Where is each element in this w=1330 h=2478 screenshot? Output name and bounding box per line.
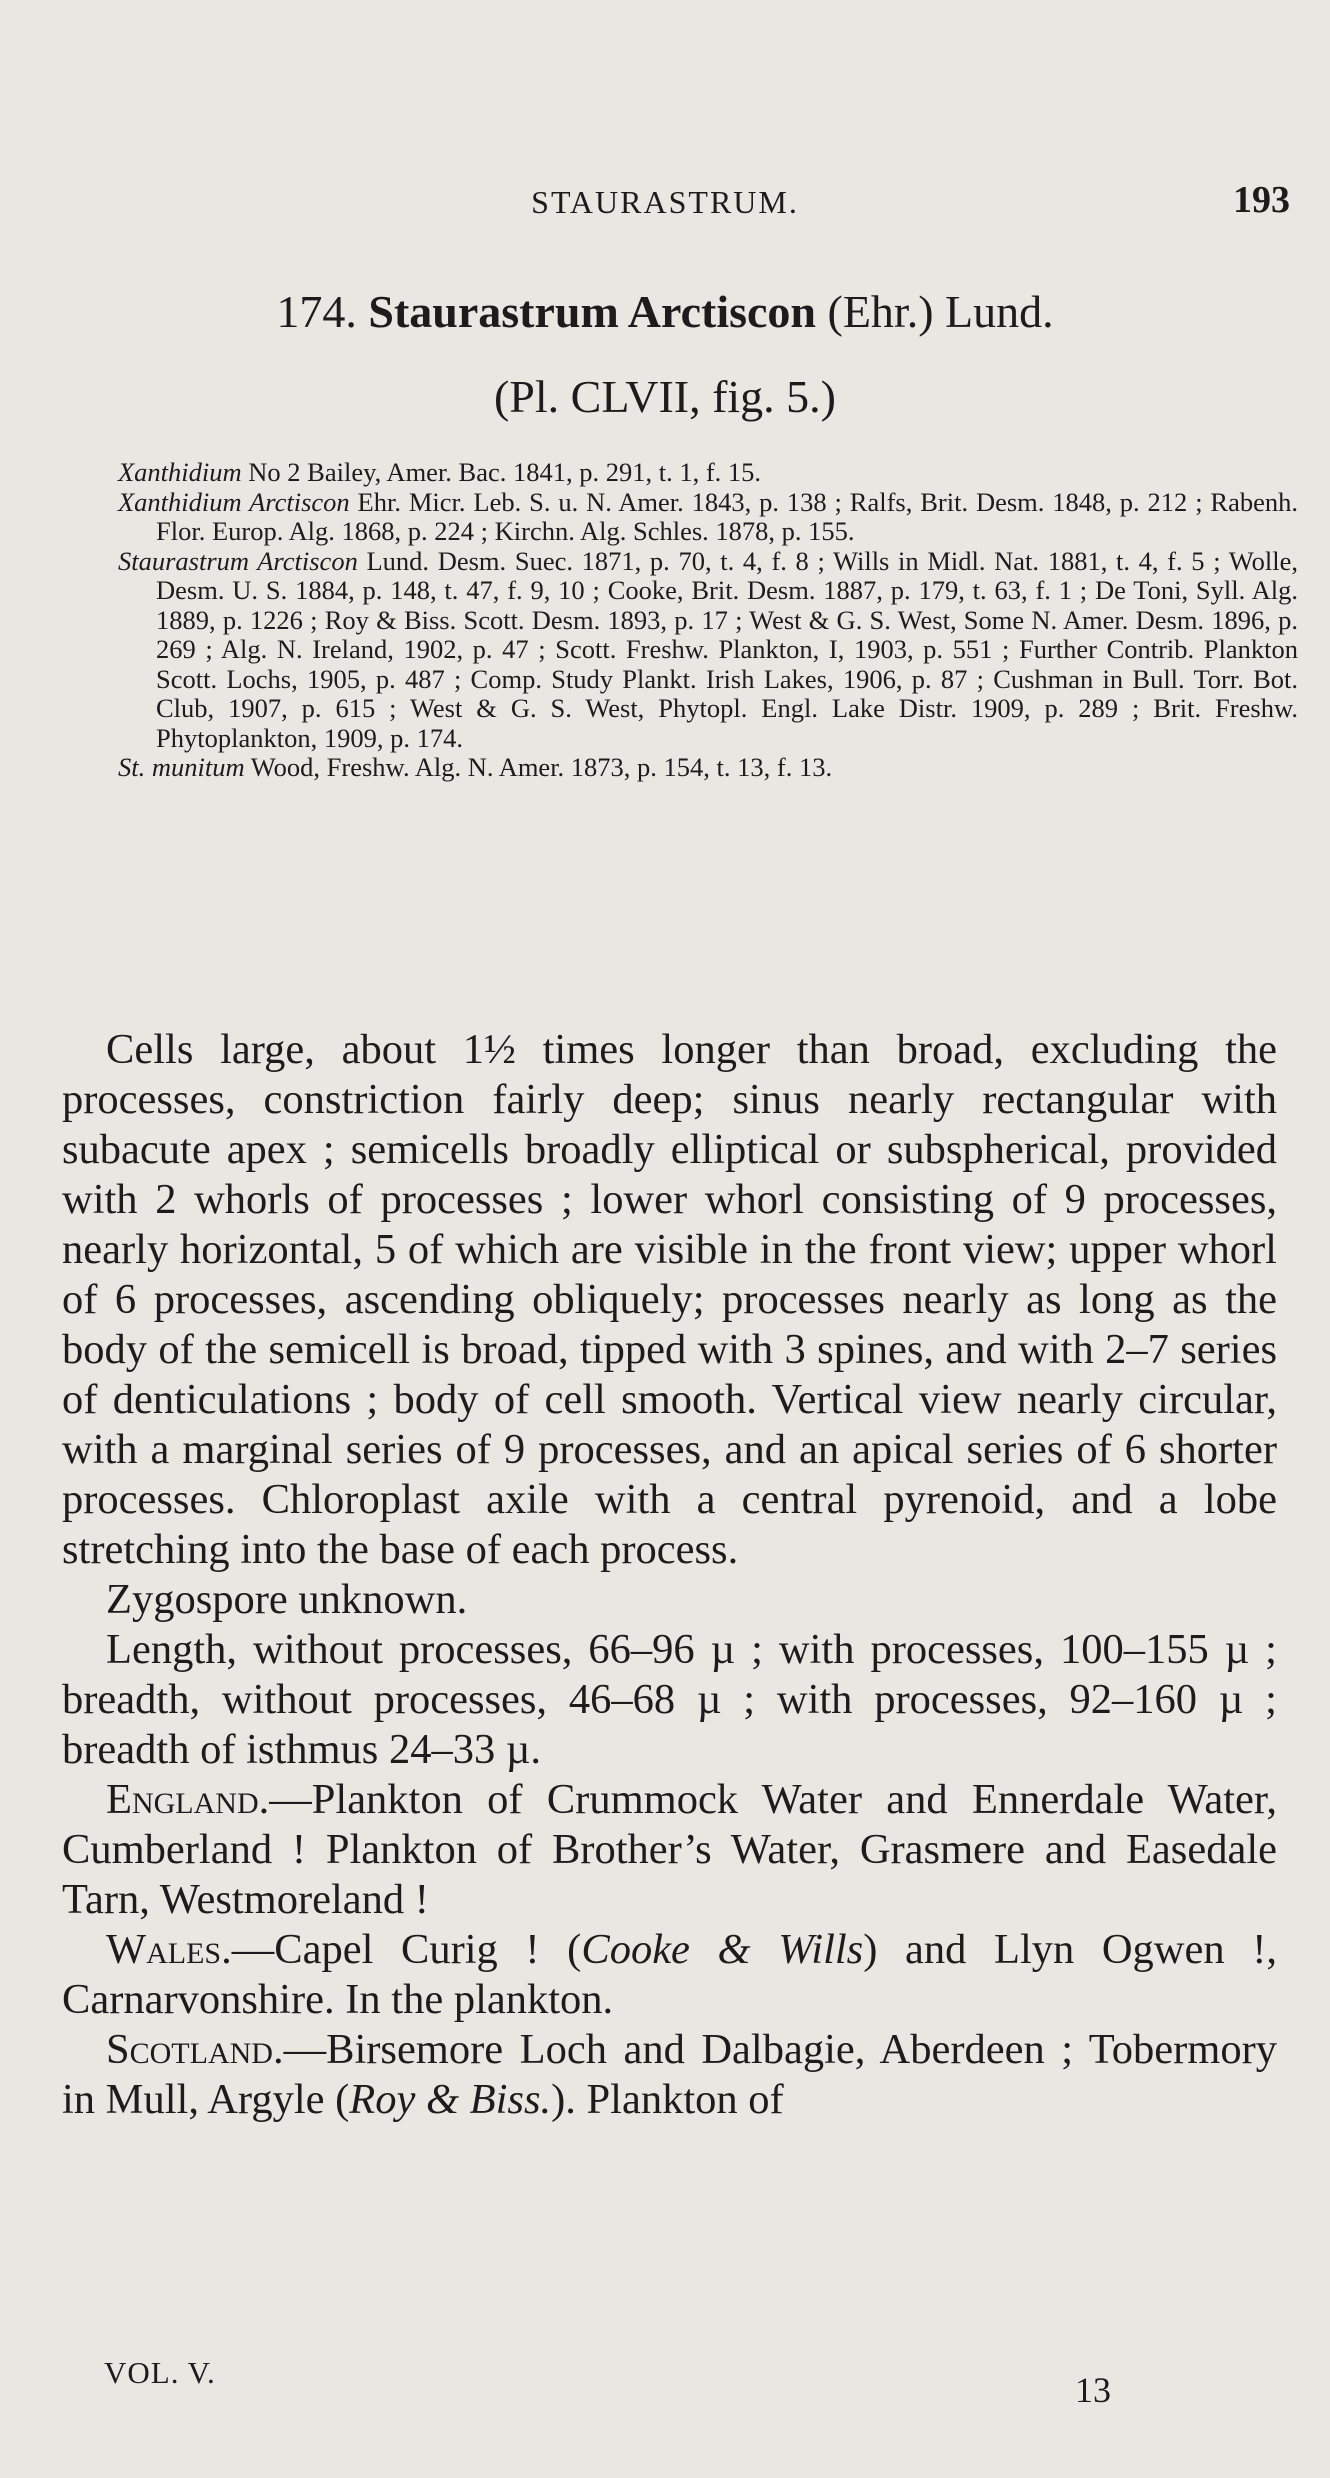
distribution-scotland [62,2025,1277,2125]
species-name: Staurastrum Arctiscon [368,286,816,337]
plate-reference: (Pl. CLVII, fig. 5.) [493,371,836,422]
synonym-taxon: Xanthidium [118,457,242,487]
region-text: ) and Llyn Ogwen !, Carnarvonshire. In the plankton. [62,1926,1278,2023]
synonym-taxon: St. munitum [118,752,245,782]
distribution-england [62,1775,1277,1925]
species-number: 174. [276,286,357,337]
synonym-citation: Lund. Desm. Suec. 1871, p. 70, t. 4, f. 8 ; Wills in Midl. Nat. 1881, t. 4, f. 5 ; Wolle, Desm. U. S. 1884, p. 148, t. 47, f. 9, 10 ; Cooke, Brit. Desm. 1887, p. 179, t. 63, f. 1 ; De Toni, Syll. Alg. 1889, p. 1226 ; Roy & Biss. Scott. Desm. 1893, p. 17 ; West & G. S. West, Some N. Amer. Desm. 1896, p. 269 ; Alg. N. Ireland, 1902, p. 47 ; Scott. Freshw. Plankton, I, 1903, p. 551 ; Further Contrib. Plankton Scott. Lochs, 1905, p. 487 ; Comp. Study Plankt. Irish Lakes, 1906, p. 87 ; Cushman in Bull. Torr. Bot. Club, 1907, p. 615 ; West & G. S. West, Phytopl. Engl. Lake Distr. 1909, p. 289 ; Brit. Freshw. Phytoplankton, 1909, p. 174. [156,545,1299,753]
region-text: —Plankton of Crummock Water and Ennerdale Water, Cumberland ! Plankton of Brother’s Water, Grasmere and Easedale Tarn, Westmoreland ! [62,1776,1277,1923]
region-label: Scotland. [106,2026,284,2073]
volume-label: VOL. V. [104,2355,216,2390]
synonym-entry [118,488,1298,547]
species-authority: (Ehr.) Lund. [827,286,1054,337]
region-label: England. [106,1776,270,1823]
body-text [62,1025,1277,2125]
region-text: —Capel Curig ! ( [231,1926,582,1973]
description-paragraph: Cells large, about 1½ times longer than broad, excluding the processes, constriction fairly deep; sinus nearly rectangular with subacute apex ; semicells broadly elliptical or subspherical, provided with 2 whorls of processes ; lower whorl consisting of 9 processes, nearly horizontal, 5 of which are visible in the front view; upper whorl of 6 processes, ascending obliquely; processes nearly as long as the body of the semicell is broad, tipped with 3 spines, and with 2–7 series of denticulations ; body of cell smooth. Vertical view nearly circular, with a marginal series of 9 processes, and an apical series of 6 shorter processes. Chloroplast axile with a central pyrenoid, and a lobe stretching into the base of each process. [62,1026,1277,1573]
synonym-citation: Ehr. Micr. Leb. S. u. N. Amer. 1843, p. 138 ; Ralfs, Brit. Desm. 1848, p. 212 ; Rabenh. Flor. Europ. Alg. 1868, p. 224 ; Kirchn. Alg. Schles. 1878, p. 155. [156,486,1299,546]
synonym-entry [118,753,1298,783]
zygospore-paragraph: Zygospore unknown. [106,1576,468,1623]
region-citation: Cooke & Wills [581,1926,864,1973]
page-footer [0,2355,1330,2415]
synonym-entry [118,547,1298,754]
running-title: STAURASTRUM. [531,184,799,220]
dimensions-paragraph: Length, without processes, 66–96 µ ; with processes, 100–155 µ ; breadth, without processes, 46–68 µ ; with processes, 92–160 µ ; breadth of isthmus 24–33 µ. [62,1626,1277,1773]
region-citation: Roy & Biss. [349,2076,552,2123]
synonym-taxon: Staurastrum Arctiscon [118,545,358,576]
synonym-citation: No 2 Bailey, Amer. Bac. 1841, p. 291, t. 1, f. 15. [241,457,762,487]
page-number: 193 [1233,179,1290,221]
synonym-citation: Wood, Freshw. Alg. N. Amer. 1873, p. 154, t. 13, f. 13. [244,752,833,782]
synonymy-list [118,458,1298,783]
region-text: ). Plankton of [551,2076,784,2123]
distribution-wales [62,1925,1277,2025]
signature-mark: 13 [1075,2370,1111,2410]
synonym-taxon: Xanthidium Arctiscon [118,486,350,517]
species-heading [0,285,1330,338]
region-text: —Birsemore Loch and Dalbagie, Aberdeen ; Tobermory in Mull, Argyle ( [62,2026,1277,2123]
running-head [0,178,1330,228]
synonym-entry [118,458,1298,488]
region-label: Wales. [106,1926,232,1973]
